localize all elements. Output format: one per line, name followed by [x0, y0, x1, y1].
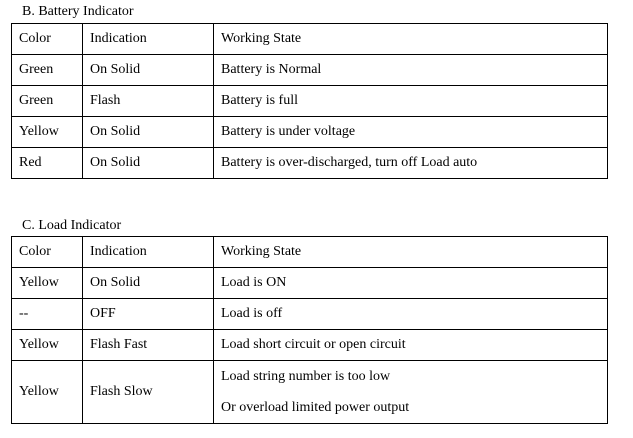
table-row [12, 299, 608, 330]
cell-indication: Flash Fast [83, 330, 214, 361]
table-header-row [12, 237, 608, 268]
working-state-line: Or overload limited power output [221, 400, 410, 415]
cell-working-state: Battery is under voltage [214, 117, 608, 148]
cell-indication: OFF [83, 299, 214, 330]
header-indication: Indication [83, 24, 214, 55]
cell-working-state [214, 361, 608, 424]
header-indication: Indication [83, 237, 214, 268]
load-indicator-table [11, 236, 608, 424]
load-indicator-title: C. Load Indicator [22, 218, 122, 233]
cell-color: Yellow [12, 361, 83, 424]
table-row [12, 55, 608, 86]
cell-color: -- [12, 299, 83, 330]
table-row [12, 361, 608, 424]
table-header-row [12, 24, 608, 55]
table-row [12, 148, 608, 179]
cell-working-state: Load is ON [214, 268, 608, 299]
header-working-state: Working State [214, 237, 608, 268]
cell-color: Red [12, 148, 83, 179]
cell-color: Yellow [12, 330, 83, 361]
cell-indication: On Solid [83, 117, 214, 148]
cell-working-state: Load short circuit or open circuit [214, 330, 608, 361]
cell-working-state: Battery is full [214, 86, 608, 117]
table-row [12, 117, 608, 148]
cell-working-state: Load is off [214, 299, 608, 330]
battery-indicator-table [11, 23, 608, 179]
header-color: Color [12, 237, 83, 268]
cell-color: Green [12, 55, 83, 86]
cell-indication: On Solid [83, 148, 214, 179]
cell-color: Green [12, 86, 83, 117]
header-color: Color [12, 24, 83, 55]
cell-indication: On Solid [83, 268, 214, 299]
battery-indicator-title: B. Battery Indicator [22, 4, 134, 19]
cell-working-state: Battery is Normal [214, 55, 608, 86]
cell-working-state: Battery is over-discharged, turn off Load auto [214, 148, 608, 179]
cell-indication: Flash [83, 86, 214, 117]
cell-color: Yellow [12, 117, 83, 148]
table-row [12, 330, 608, 361]
cell-indication: Flash Slow [83, 361, 214, 424]
working-state-line: Load string number is too low [221, 369, 391, 384]
table-row [12, 86, 608, 117]
cell-color: Yellow [12, 268, 83, 299]
table-row [12, 268, 608, 299]
header-working-state: Working State [214, 24, 608, 55]
cell-indication: On Solid [83, 55, 214, 86]
